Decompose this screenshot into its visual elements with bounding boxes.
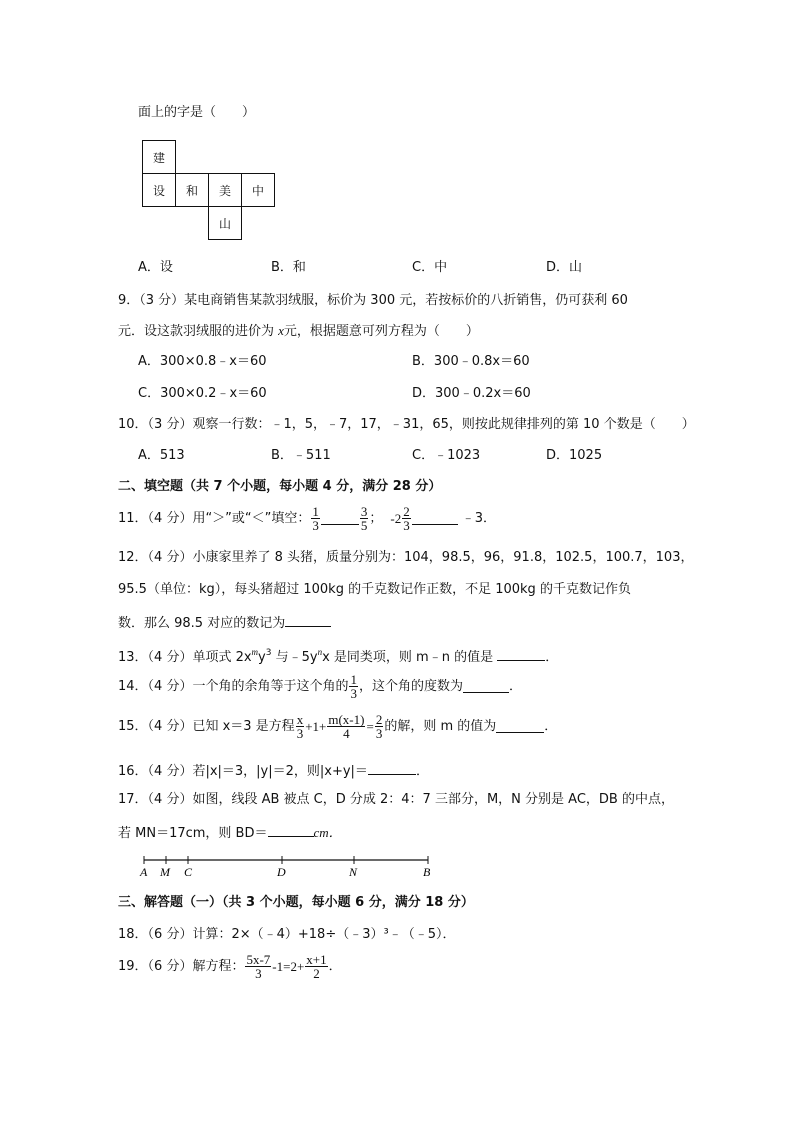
q10-stem: 10．（3 分）观察一行数：﹣1，5，﹣7，17，﹣31，65，则按此规律排列的第 10 个数是（ ）: [118, 417, 695, 432]
q19: 19．（6 分）解方程： $\frac{5x-7}{3}$ -1=2+ $\frac{x+1}{2}$ ．: [118, 952, 342, 981]
q8-option-a: A．设: [138, 260, 173, 275]
q8-option-b: B．和: [271, 260, 306, 275]
q9-option-a: A．300×0.8﹣x＝60: [138, 354, 267, 369]
q8-option-c: C．中: [412, 260, 448, 275]
q9-option-c: C．300×0.2﹣x＝60: [138, 386, 267, 401]
q15-fraction-1: $\frac{x}{3}$: [296, 712, 304, 741]
section-2-heading: 二、填空题（共 7 个小题，每小题 4 分，满分 28 分）: [118, 479, 442, 494]
net-cell: 设: [142, 173, 176, 207]
q14-blank: [463, 680, 509, 693]
q10-option-c: C．﹣1023: [412, 448, 481, 463]
q8-option-d: D．山: [546, 260, 583, 275]
point-label-m: M: [160, 865, 170, 879]
q9-option-d: D．300﹣0.2x＝60: [412, 386, 531, 401]
q12-line1: 12．（4 分）小康家里养了 8 头猪，质量分别为：104，98.5，96，91.8，102.5，100.7，103，: [118, 550, 694, 565]
point-label-d: D: [277, 865, 286, 879]
net-cell: 美: [208, 173, 242, 207]
q15-fraction-3: $\frac{2}{3}$: [375, 712, 383, 741]
q11: 11．（4 分）用“＞”或“＜”填空： $\frac{1}{3}$ $\frac{3}{5}$ ； -2 $\frac{2}{3}$ ﹣3．: [118, 504, 497, 533]
net-cell: 中: [241, 173, 275, 207]
q8-tail: 面上的字是（ ）: [138, 105, 256, 120]
q10-option-d: D．1025: [546, 448, 603, 463]
q15-blank: [496, 720, 544, 733]
q12-blank: [285, 614, 331, 627]
q9-stem-line1: 9．（3 分）某电商销售某款羽绒服，标价为 300 元，若按标价的八折销售，仍可获利 60: [118, 293, 628, 308]
q14: 14．（4 分）一个角的余角等于这个角的 $\frac{1}{3}$ ，这个角的度数为 ．: [118, 672, 522, 701]
q11-blank-1: [321, 512, 359, 525]
q9-option-b: B．300﹣0.8x＝60: [412, 354, 530, 369]
q12-line2: 95.5（单位：kg），每头猪超过 100kg 的千克数记作正数，不足 100kg 的千克数记作负: [118, 582, 631, 597]
q17-line1: 17．（4 分）如图，线段 AB 被点 C，D 分成 2：4：7 三部分，M，N 分别是 AC，DB 的中点，: [118, 792, 674, 807]
q15-fraction-2: $\frac{m(x-1)}{4}$: [328, 712, 365, 741]
point-label-c: C: [184, 865, 193, 879]
q15: 15．（4 分）已知 x＝3 是方程 $\frac{x}{3}$ +1+ $\frac{m(x-1)}{4}$ = $\frac{2}{3}$ 的解，则 m 的值为 ．: [118, 712, 558, 741]
q9-stem-line2: 元．设这款羽绒服的进价为 x元，根据题意可列方程为（ ）: [118, 323, 479, 339]
point-label-n: N: [349, 865, 358, 879]
q13: 13．（4 分）单项式 $2x^my^3$ 与$﹣5y^nx$ 是同类项，则 m﹣n 的值是 ．: [118, 647, 559, 665]
segment-figure: [138, 850, 448, 880]
q10-option-a: A．513: [138, 448, 185, 463]
q14-fraction: $\frac{1}{3}$: [350, 672, 357, 701]
q18: 18．（6 分）计算：2×（﹣4）+18÷（﹣3）³﹣（﹣5）．: [118, 927, 456, 942]
q10-option-b: B．﹣511: [271, 448, 331, 463]
q13-blank: [497, 648, 545, 661]
net-cell: 山: [208, 206, 242, 240]
q19-fraction-2: $\frac{x+1}{2}$: [306, 952, 327, 981]
net-cell: 建: [142, 140, 176, 174]
net-cell: 和: [175, 173, 209, 207]
q11-fraction-2: $\frac{3}{5}$: [360, 504, 368, 533]
q11-fraction-1: $\frac{1}{3}$: [312, 504, 319, 533]
point-label-b: B: [423, 865, 431, 879]
point-label-a: A: [140, 865, 148, 879]
q11-fraction-3: $\frac{2}{3}$: [403, 504, 410, 533]
q17-line2: 若 MN＝17cm，则 BD＝ cm．: [118, 825, 342, 841]
q17-blank: [268, 824, 314, 837]
q11-blank-2: [412, 512, 458, 525]
q19-fraction-1: $\frac{5x-7}{3}$: [246, 952, 271, 981]
q12-line3: 数．那么 98.5 对应的数记为: [118, 614, 331, 630]
q16: 16．（4 分）若|x|＝3，|y|＝2，则|x+y|＝ ．: [118, 764, 429, 779]
q16-blank: [368, 762, 416, 775]
section-3-heading: 三、解答题（一）（共 3 个小题，每小题 6 分，满分 18 分）: [118, 895, 474, 910]
